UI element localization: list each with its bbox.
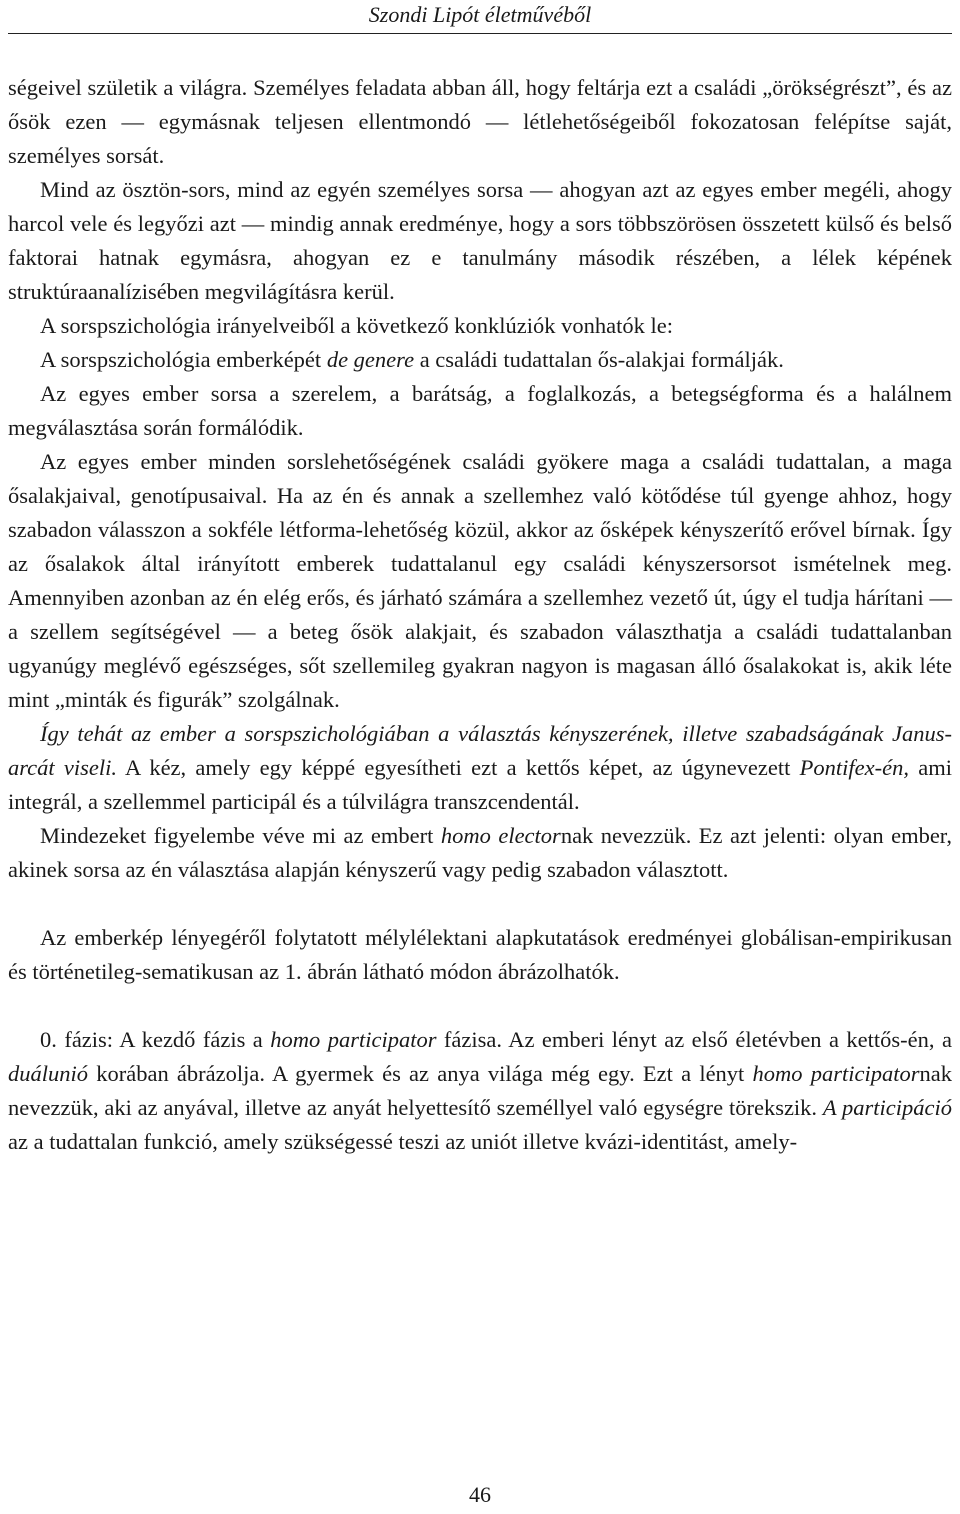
paragraph-p2 [8,173,952,309]
paragraph-p3 [8,309,952,343]
text-run: Az egyes ember minden sorslehetőségének családi gyökere maga a családi tudattalan, a maga ősalakjaival, genotípusaival. Ha az én és annak a szellemhez való kötődése túl gyenge ahhoz, hogy szabadon válasszon a sokféle létforma-lehetőség közül, akkor az ősképek kényszerítő erővel bírnak. Így az ősalakok által irányított emberek tudattalanul egy családi kényszersorsot ismételnek meg. Amennyiben azonban az én elég erős, és járható számára a szellemhez vezető út, úgy el tudja hárítani — a szellem segítségével — a beteg ősök alakjait, és szabadon választhatja a családi tudattalanban ugyanúgy meglévő egészséges, sőt szellemileg gyakran nagyon is magasan álló ősalakokat is, akik léte mint „minták és figurák” szolgálnak. [8,449,952,712]
running-head: Szondi Lipót életművéből [368,2,592,27]
paragraph-p4 [8,343,952,377]
text-run: a családi tudattalan ős-alakjai formálják. [414,347,784,372]
body-text [8,71,952,1159]
paragraph-p5 [8,377,952,445]
italic-run: homo participator [270,1027,437,1052]
italic-run: Így tehát az ember a sorspszichológiában a választás kényszerének, illetve szabadságának Janus-arcát viseli. [8,721,952,780]
italic-run: homo participator [752,1061,920,1086]
paragraph-p9 [8,921,952,989]
text-run: A kéz, amely egy képpé egyesítheti ezt a kettős képet, az úgynevezett [117,755,800,780]
paragraph-p10 [8,1023,952,1159]
text-run: fázisa. Az emberi lényt az első életévben a kettős-én, a [436,1027,952,1052]
text-run: A sorspszichológia emberképét [40,347,327,372]
italic-run: homo elector [440,823,561,848]
text-run: Mind az ösztön-sors, mind az egyén személyes sorsa — ahogyan azt az egyes ember megéli, ahogy harcol vele és legyőzi azt — mindig annak eredménye, hogy a sors többszörösen összetett külső és belső faktorai hatnak egymásra, ahogyan ez e tanulmány második részében, a lélek képének struktúraanalízisében megvilágításra kerül. [8,177,952,304]
text-run: ségeivel születik a világra. Személyes feladata abban áll, hogy feltárja ezt a családi „örökségrészt”, és az ősök ezen — egymásnak teljesen ellentmondó — létlehetőségeiből fokozatosan felépítse saját, személyes sorsát. [8,75,952,168]
text-run: nak nevezzük. Ez azt jelenti: olyan ember, akinek sorsa az én választása alapján kényszerű vagy pedig szabadon választott. [8,823,953,882]
text-run: Az emberkép lényegéről folytatott mélylélektani alapkutatások eredményei globálisan-empirikusan és történetileg-sematikusan az 1. ábrán látható módon ábrázolhatók. [8,925,952,984]
text-run: Mindezeket figyelembe véve mi az embert [40,823,441,848]
paragraph-p8 [8,819,952,887]
italic-run: Pontifex-én, [799,755,909,780]
text-run: korában ábrázolja. A gyermek és az anya világa még egy. Ezt a lényt [88,1061,753,1086]
text-run: A sorspszichológia irányelveiből a következő konklúziók vonhatók le: [40,313,673,338]
paragraph-p6 [8,445,952,717]
text-run: Az egyes ember sorsa a szerelem, a barátság, a foglalkozás, a betegségforma és a halálnem megválasztása során formálódik. [8,381,952,440]
text-run: ami integrál, a szellemmel participál és a túlvilágra transzcendentál. [8,755,952,814]
text-run: nak nevezzük, aki az anyával, illetve az anyát helyettesítő személlyel való egységre törekszik. [8,1061,952,1120]
paragraph-p7 [8,717,952,819]
header-rule [8,33,952,34]
page-number: 46 [469,1482,491,1507]
italic-run: de genere [326,347,415,372]
text-run: az a tudattalan funkció, amely szükségessé teszi az uniót illetve kvázi-identitást, amely- [8,1129,798,1154]
italic-run: duálunió [8,1061,89,1086]
italic-run: A participáció [822,1095,952,1120]
paragraph-p1 [8,71,952,173]
text-run: 0. fázis: A kezdő fázis a [40,1027,271,1052]
